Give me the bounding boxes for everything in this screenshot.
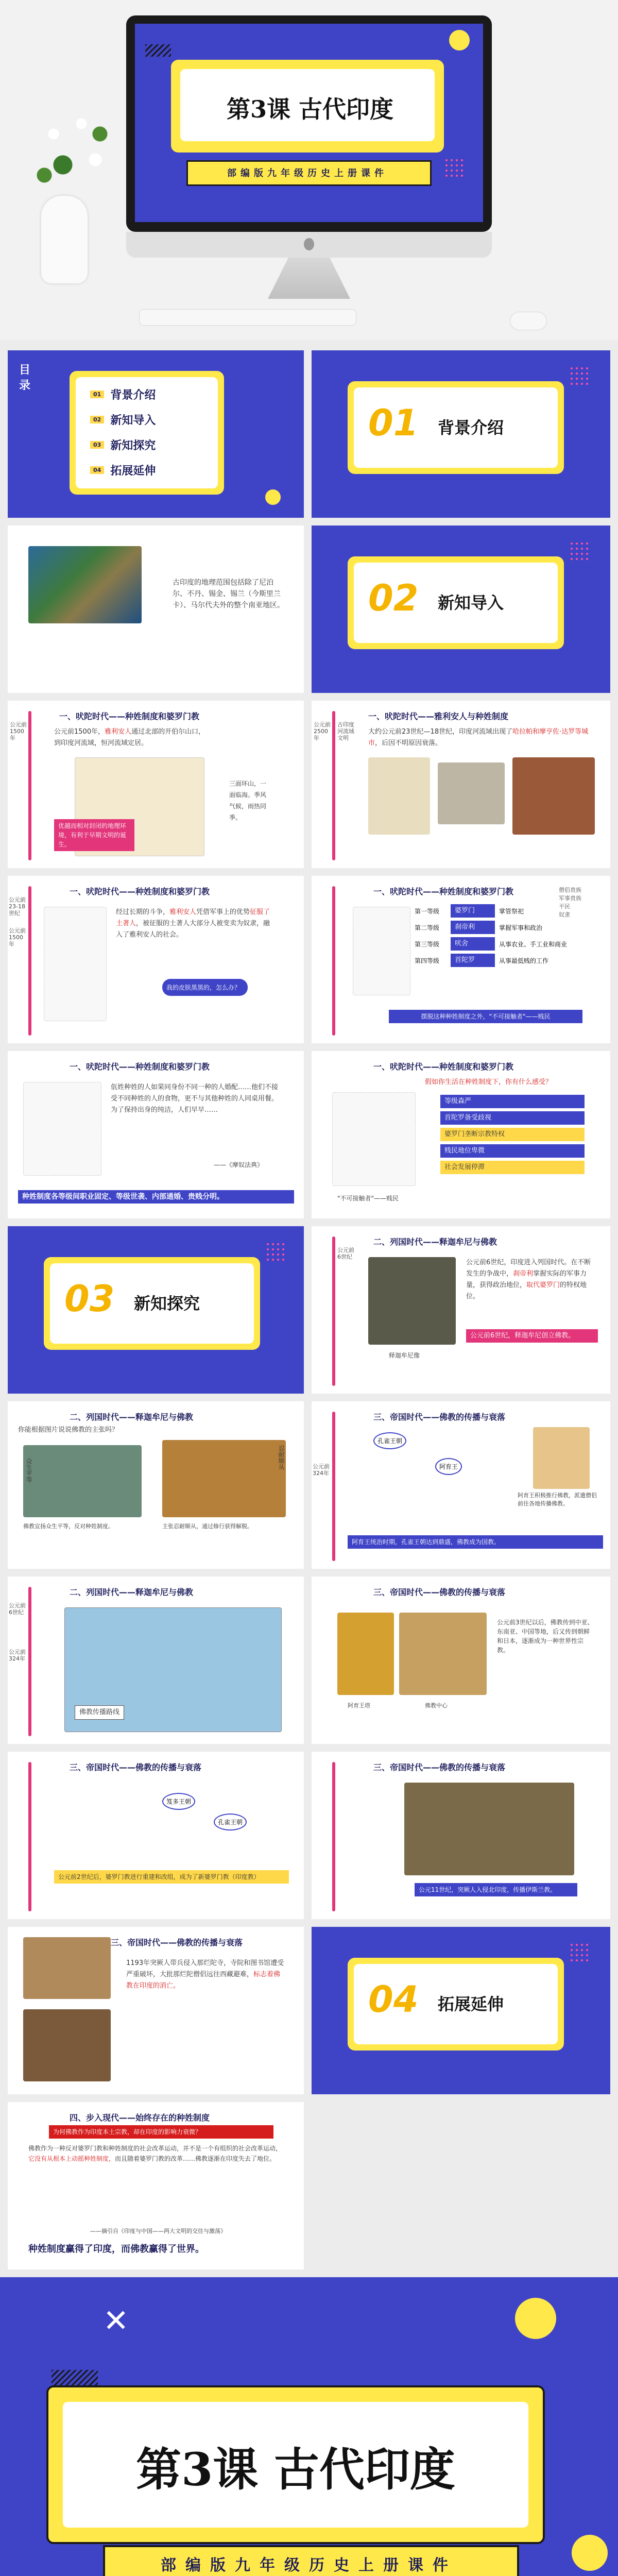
feeling-item: 社会发展停滞	[440, 1161, 585, 1174]
cavalry-painting	[404, 1783, 574, 1875]
vedic-slide-6	[312, 1051, 610, 1218]
caption-1: 众生平等	[25, 1458, 32, 1483]
side-label: 僧侣贵族	[559, 887, 581, 893]
mouse	[510, 312, 547, 330]
text-part: 大约公元前23世纪—18世纪，印度河流域出现了	[368, 728, 513, 736]
monitor-stand	[268, 258, 350, 299]
level-name: 吠舍	[451, 937, 495, 951]
slide-header: 四、步入现代——始终存在的种姓制度	[70, 2113, 210, 2123]
slide-header: 三、帝国时代——佛教的传播与衰落	[373, 1412, 506, 1422]
text-part: 公元前6世纪，印度进入列国时代。在不断发生的争战中，	[466, 1259, 591, 1278]
geo-slide	[8, 526, 304, 693]
cartoon-figure	[23, 1082, 101, 1176]
timeline-label: 公元前2500年	[314, 721, 331, 741]
timeline	[28, 1587, 31, 1736]
slide-header: 三、帝国时代——佛教的传播与衰落	[373, 1762, 506, 1772]
level-desc: 掌握军事和政治	[499, 924, 543, 931]
timeline	[332, 1412, 335, 1561]
section-04-slide	[312, 1927, 610, 2094]
text-part: 掌握实际的军事力量，获得政治地位，	[466, 1270, 587, 1289]
side-label: 军事贵族	[559, 895, 581, 902]
text-highlight: 它没有从根本上动摇种姓制度，	[28, 2155, 115, 2162]
painting-image-1	[23, 1445, 142, 1517]
cover-slide-top	[0, 0, 618, 340]
caste-row	[415, 937, 595, 951]
node-1: 笈多王朝	[162, 1793, 195, 1810]
text-part: 凭借军事上的优势	[196, 908, 250, 916]
toc-label: 新知探究	[110, 439, 156, 452]
decor-circle	[572, 2535, 608, 2571]
text-part: 通过北部的开伯尔山口，到印度河流域，恒河流域定居。	[54, 728, 205, 747]
ruins-image-2	[23, 2009, 111, 2081]
timeline	[332, 711, 335, 860]
speech-bubble: 我的皮肤黑黑的，怎么办？	[162, 979, 248, 996]
section-title: 背景介绍	[438, 418, 504, 437]
info-banner: 公元11世纪，突厥人入侵北印度，传播伊斯兰教。	[415, 1883, 577, 1896]
question-text: 假如你生活在种姓制度下，你有什么感受？	[425, 1078, 553, 1086]
section-number: 04	[368, 1978, 419, 2021]
toc-label: 背景介绍	[110, 389, 156, 402]
ruins-image	[512, 757, 595, 835]
slide-text	[28, 2143, 286, 2164]
conclusion-banner: 种姓制度各等级间职业固定、等级世袭、内部通婚、贵贱分明。	[18, 1190, 294, 1204]
kingdoms-slide-3	[8, 1577, 304, 1744]
highlight-box: 优越而相对封闭的地理环境，有利于早期文明的诞生。	[54, 819, 134, 851]
kingdoms-slide-1	[312, 1226, 610, 1394]
decor-circle	[515, 2298, 556, 2339]
text-part: 而且随着婆罗门教的改革……佛教逐渐在印度失去了地位。	[115, 2155, 276, 2162]
vedic-slide-4	[312, 876, 610, 1043]
slide-header: 一、吠陀时代——种姓制度和婆罗门教	[70, 1062, 210, 1072]
closing-card	[46, 2385, 545, 2544]
text-highlight: 哈拉帕和摩亨佐·达罗等城市	[368, 728, 589, 747]
flowers	[26, 103, 118, 206]
timeline	[332, 1762, 335, 1911]
timeline	[28, 711, 31, 860]
caption: 阿育王塔	[348, 1702, 370, 1709]
feeling-item: 等级森严	[440, 1095, 585, 1108]
cover-subtitle: 部编版九年级历史上册课件	[227, 168, 388, 179]
empire-slide-5	[8, 1927, 304, 2094]
decor-circle	[449, 30, 470, 50]
caption: 佛教中心	[425, 1702, 448, 1709]
slide-text: 阿育王积极推行佛教，派遣僧侣前往各地传播佛教。	[518, 1492, 597, 1507]
text-part: 佛教作为一种反对婆罗门教和种姓制度的社会改革运动，并不是一个有组织的社会改革运动，	[28, 2145, 282, 2152]
quote-text: 佤姓种姓的人如果同身份不同一种的人婚配……他们不接受不同种姓的人的食物，更不与其他种姓的人同桌用餐。为了保持出身的纯洁，人们早早……	[111, 1083, 279, 1114]
text-part: 经过长期的斗争，	[116, 908, 170, 916]
explain-text-2: 主张忍耐顺从，通过修行获得解脱。	[162, 1523, 253, 1530]
slide-header: 一、吠陀时代——种姓制度和婆罗门教	[373, 1062, 514, 1072]
level-desc: 掌管祭祀	[499, 907, 524, 915]
closing-title: 第3课 古代印度	[136, 2443, 455, 2496]
info-banner: 公元前2世纪后，婆罗门教进行重建和改组，成为了新婆罗门教（印度教）	[54, 1870, 289, 1884]
section-01-slide	[312, 350, 610, 518]
dot-grid-decor	[569, 541, 590, 562]
text-part: 1193年突厥人带兵侵入那烂陀寺，寺院和图书馆遭受严重破坏，大批那烂陀僧侣远往西藏避难，	[126, 1959, 284, 1978]
section-number: 02	[368, 577, 419, 619]
level-name: 刹帝利	[451, 921, 495, 934]
toc-item[interactable]	[90, 462, 214, 478]
slide-header: 二、列国时代——释迦牟尼与佛教	[373, 1237, 497, 1247]
keyboard	[139, 309, 356, 326]
apple-icon	[304, 238, 314, 250]
level-label: 第一等级	[415, 907, 440, 915]
section-number: 01	[368, 402, 419, 444]
close-icon: ✕	[103, 2303, 129, 2339]
level-name: 婆罗门	[451, 904, 495, 918]
slide-text	[368, 726, 595, 749]
flower-vase	[41, 196, 88, 283]
text-part: 公元前1500年，	[54, 728, 105, 736]
empire-slide-1	[312, 1401, 610, 1569]
figure-caption: 释迦牟尼像	[389, 1352, 420, 1359]
slide-header: 三、帝国时代——佛教的传播与衰落	[373, 1587, 506, 1597]
stupa-image	[337, 1613, 394, 1695]
question-text: 你能根据图片说说佛教的主张吗？	[18, 1426, 119, 1434]
toc-num: 04	[90, 466, 104, 474]
feeling-item: 贱民地位卑微	[440, 1144, 585, 1158]
node-1: 孔雀王朝	[373, 1432, 406, 1449]
explain-text-1: 佛教宣扬众生平等，反对种姓制度。	[23, 1523, 114, 1530]
closing-slide	[0, 2277, 618, 2576]
toc-list	[90, 386, 214, 478]
text-highlight: 刹帝利	[513, 1270, 534, 1278]
level-label: 第三等级	[415, 940, 440, 948]
side-label: 奴隶	[559, 911, 570, 918]
section-number: 03	[64, 1278, 115, 1320]
toc-num: 03	[90, 441, 104, 449]
temple-image	[399, 1613, 487, 1695]
ruins-image-1	[23, 1937, 111, 1999]
pyramid-figure	[353, 907, 410, 995]
cover-screen	[135, 24, 483, 222]
vedic-slide-3	[8, 876, 304, 1043]
toc-heading: 目录	[19, 364, 31, 392]
modern-slide	[8, 2102, 304, 2269]
section-title: 新知导入	[438, 593, 504, 613]
slide-header: 一、吠陀时代——雅利安人与种姓制度	[368, 711, 509, 721]
dot-grid-decor	[444, 158, 465, 178]
level-desc: 从事农业、手工业和商业	[499, 940, 568, 948]
slide-text	[116, 907, 270, 941]
toc-label: 拓展延伸	[110, 465, 156, 478]
timeline-label: 公元前1500年	[9, 927, 26, 947]
caption-2: 忍耐顺从	[278, 1445, 285, 1470]
feeling-item: 首陀罗备受歧视	[440, 1111, 585, 1125]
geo-text: 古印度的地理范围包括除了尼泊尔、不丹、锡金、锡兰（今斯里兰卡）、马尔代夫外的整个南亚地区。	[173, 579, 284, 609]
painting-image-2	[162, 1440, 286, 1517]
timeline	[28, 886, 31, 1036]
decor-circle	[265, 489, 281, 505]
slide-header: 三、帝国时代——佛教的传播与衰落	[111, 1938, 243, 1947]
text-highlight: 标志着佛教在印度的消亡。	[126, 1971, 281, 1990]
timeline	[332, 1236, 335, 1386]
timeline	[332, 886, 335, 1036]
quote-source: ——《摩奴法典》	[214, 1161, 264, 1168]
level-label: 第四等级	[415, 957, 440, 964]
timeline	[28, 1762, 31, 1911]
cartoon-people	[44, 907, 107, 1021]
side-label: 平民	[559, 903, 570, 910]
question-bar: 为何佛教作为印度本土宗教，却在印度的影响力衰微？	[49, 2125, 273, 2139]
cover-title: 第3课 古代印度	[226, 95, 394, 123]
slide-header: 二、列国时代——释迦牟尼与佛教	[70, 1587, 194, 1597]
slide-text	[54, 726, 209, 749]
timeline-label: 公元前324年	[9, 1649, 26, 1662]
timeline-label: 公元前23-18世纪	[9, 896, 26, 917]
slide-text: 公元前3世纪以后，佛教传到中亚、东南亚、中国等地，后又传到朝鲜和日本，逐渐成为一种世界性宗教。	[497, 1619, 594, 1654]
kingdoms-slide-2	[8, 1401, 304, 1569]
toc-item[interactable]	[90, 437, 214, 453]
caption-bar: 摆脱这种种姓制度之外，"不可接触者"——贱民	[389, 1010, 582, 1023]
timeline-label: 公元前6世纪	[337, 1247, 354, 1260]
node-2: 阿育王	[435, 1458, 462, 1475]
slide-header: 一、吠陀时代——种姓制度和婆罗门教	[373, 887, 514, 896]
buddha-statue	[368, 1257, 456, 1345]
toc-slide	[8, 350, 304, 518]
section-title: 新知探究	[134, 1294, 200, 1313]
toc-item[interactable]	[90, 412, 214, 428]
level-label: 第二等级	[415, 924, 440, 931]
text-highlight: 雅利安人	[169, 908, 197, 916]
level-desc: 从事最低贱的工作	[499, 957, 549, 964]
slide-header: 三、帝国时代——佛教的传播与衰落	[70, 1762, 202, 1772]
text-part: 的特权地位。	[466, 1281, 587, 1300]
empire-slide-2	[312, 1577, 610, 1744]
empire-slide-3	[8, 1752, 304, 1919]
vedic-slide-1	[8, 701, 304, 868]
map-title: 佛教传播路线	[75, 1705, 124, 1720]
slide-text	[126, 1958, 286, 1992]
dot-grid-decor	[265, 1242, 286, 1262]
timeline-label: 古印度河流域文明	[337, 721, 354, 741]
india-satellite-image	[28, 546, 142, 623]
slide-header: 二、列国时代——释迦牟尼与佛教	[70, 1412, 194, 1422]
info-banner: 阿育王统治时期，孔雀王朝达到鼎盛，佛教成为国教。	[348, 1535, 603, 1549]
text-highlight: 雅利安人	[105, 728, 132, 736]
caste-side-labels	[559, 886, 605, 919]
figure-label: "不可接触者"——贱民	[337, 1195, 399, 1202]
vedic-slide-5	[8, 1051, 304, 1218]
toc-item[interactable]	[90, 386, 214, 402]
caste-row	[415, 954, 595, 967]
section-03-slide	[8, 1226, 304, 1394]
toc-num: 01	[90, 391, 104, 398]
toc-label: 新知导入	[110, 414, 156, 427]
feelings-list	[440, 1095, 585, 1174]
timeline-label: 公元前6世纪	[9, 1602, 26, 1616]
quote-source: ——摘引自《印度与中国——两大文明的交往与激荡》	[90, 2228, 226, 2234]
closing-subtitle: 部编版九年级历史上册课件	[161, 2556, 457, 2574]
text-highlight: 征服了土著人	[116, 908, 270, 927]
timeline-label: 公元前1500年	[10, 721, 27, 741]
section-title: 拓展延伸	[438, 1994, 504, 2014]
seal-image	[438, 762, 505, 824]
node-2: 孔雀王朝	[214, 1814, 247, 1831]
feeling-item: 婆罗门垄断宗教特权	[440, 1128, 585, 1141]
section-02-slide	[312, 526, 610, 693]
dot-grid-decor	[569, 1942, 590, 1963]
text-part: ，被征服的土著人大部分人被变卖为奴隶，融入了雅利安人的社会。	[116, 920, 270, 939]
slide-header: 一、吠陀时代——种姓制度和婆罗门教	[70, 887, 210, 896]
cartoon-figure	[332, 1092, 416, 1186]
level-name: 首陀罗	[451, 954, 495, 967]
slide-header: 一、吠陀时代——种姓制度和婆罗门教	[59, 711, 200, 721]
text-highlight: 取代婆罗门	[526, 1281, 560, 1289]
map-image	[368, 757, 430, 835]
side-text: 三面环山，一面临海。季风气候，雨热同季。	[229, 780, 267, 821]
timeline-label: 公元前324年	[313, 1463, 330, 1477]
dot-grid-decor	[569, 366, 590, 386]
toc-num: 02	[90, 416, 104, 423]
highlight-box: 公元前6世纪，释迦牟尼创立佛教。	[466, 1329, 598, 1343]
cover-card	[171, 60, 444, 152]
stripe-decor	[145, 44, 171, 57]
portrait-image	[533, 1427, 590, 1489]
empire-slide-4	[312, 1752, 610, 1919]
conclusion: 种姓制度赢得了印度，而佛教赢得了世界。	[28, 2244, 204, 2255]
vedic-slide-2	[312, 701, 610, 868]
slide-text	[466, 1257, 595, 1302]
caste-row	[415, 921, 595, 934]
text-part: ，后因不明原因衰落。	[375, 739, 442, 747]
